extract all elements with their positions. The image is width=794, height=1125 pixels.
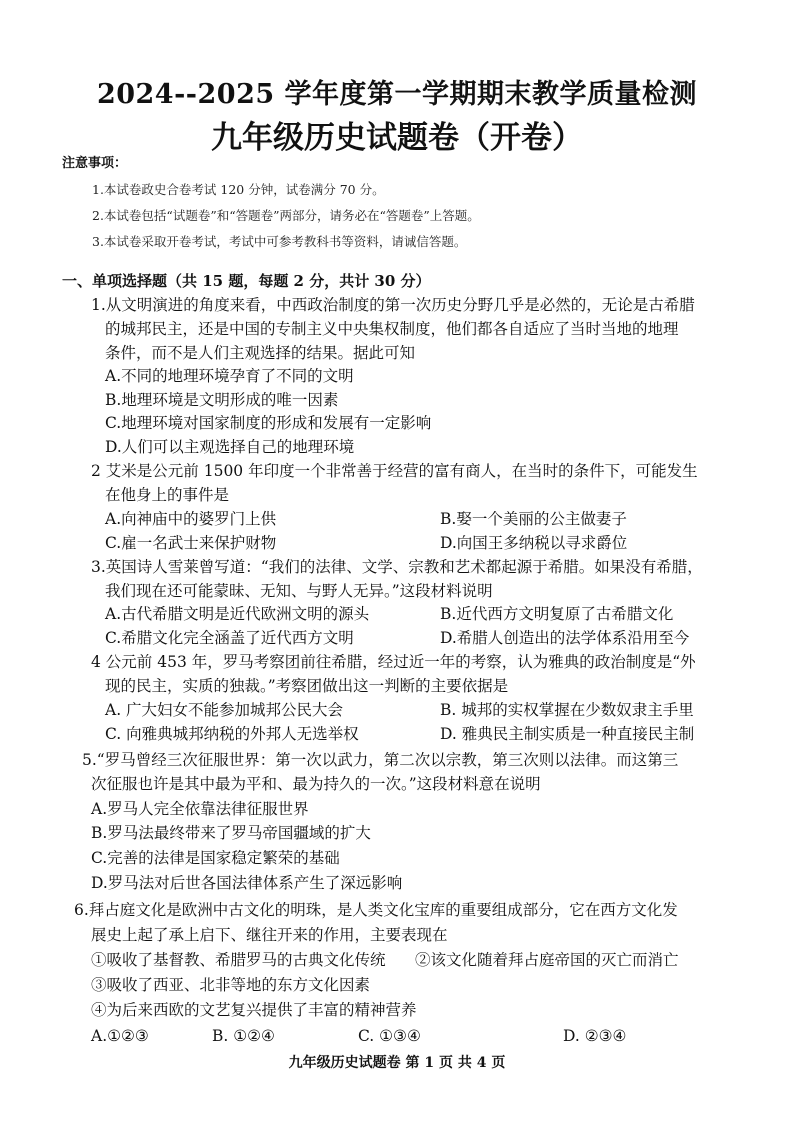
- option-c: C.完善的法律是国家稳定繁荣的基础: [91, 849, 340, 867]
- option-a: A.①②③: [91, 1027, 149, 1045]
- question-text: 2 艾米是公元前 1500 年印度一个非常善于经营的富有商人，在当时的条件下，可能发生: [91, 462, 698, 480]
- question-text: 的城邦民主，还是中国的专制主义中央集权制度，他们都各自适应了当时当地的地理: [105, 320, 679, 338]
- option-a: A.向神庙中的婆罗门上供: [105, 510, 277, 528]
- option-c: C.地理环境对国家制度的形成和发展有一定影响: [105, 414, 432, 432]
- question-text: 展史上起了承上启下、继往开来的作用，主要表现在: [91, 926, 448, 944]
- option-b: B.娶一个美丽的公主做妻子: [440, 510, 627, 528]
- question-text: 6.拜占庭文化是欧洲中古文化的明珠，是人类文化宝库的重要组成部分，它在西方文化发: [74, 901, 678, 919]
- section-heading: 一、单项选择题（共 15 题，每题 2 分，共计 30 分）: [62, 272, 431, 290]
- option-b: B. 城邦的实权掌握在少数奴隶主手里: [440, 701, 694, 719]
- option-d: D.罗马法对后世各国法律体系产生了深远影响: [91, 874, 403, 892]
- option-c: C.希腊文化完全涵盖了近代西方文明: [105, 629, 354, 647]
- option-d: D. ②③④: [563, 1027, 627, 1045]
- statement-4: ④为后来西欧的文艺复兴提供了丰富的精神营养: [91, 1001, 417, 1019]
- option-d: D.向国王多纳税以寻求爵位: [440, 534, 628, 552]
- option-c: C.雇一名武士来保护财物: [105, 534, 277, 552]
- question-text: 3.英国诗人雪莱曾写道：“我们的法律、文学、宗教和艺术都起源于希腊。如果没有希腊，: [91, 558, 703, 576]
- option-b: B.罗马法最终带来了罗马帝国疆域的扩大: [91, 824, 371, 842]
- option-c: C. 向雅典城邦纳税的外邦人无选举权: [105, 725, 359, 743]
- exam-subtitle: 九年级历史试题卷（开卷）: [211, 120, 583, 156]
- option-a: A.不同的地理环境孕育了不同的文明: [105, 367, 354, 385]
- note-item: 1.本试卷政史合卷考试 120 分钟，试卷满分 70 分。: [92, 182, 385, 197]
- option-d: D. 雅典民主制实质是一种直接民主制: [440, 725, 695, 743]
- notes-heading: 注意事项：: [62, 156, 128, 171]
- question-text: 我们现在还可能蒙昧、无知、与野人无异。”这段材料说明: [105, 582, 493, 600]
- question-text: 1.从文明演进的角度来看，中西政治制度的第一次历史分野几乎是必然的，无论是古希腊: [91, 296, 695, 314]
- question-text: 5.“罗马曾经三次征服世界：第一次以武力，第二次以宗教，第三次则以法律。而这第三: [82, 751, 679, 769]
- option-b: B.地理环境是文明形成的唯一因素: [105, 391, 339, 409]
- note-item: 3.本试卷采取开卷考试，考试中可参考教科书等资料，请诚信答题。: [92, 234, 467, 249]
- note-item: 2.本试卷包括“试题卷”和“答题卷”两部分，请务必在“答题卷”上答题。: [92, 208, 480, 223]
- statement-3: ③吸收了西亚、北非等地的东方文化因素: [91, 976, 371, 994]
- option-b: B.近代西方文明复原了古希腊文化: [440, 605, 674, 623]
- statement-1: ①吸收了基督教、希腊罗马的古典文化传统: [91, 951, 386, 969]
- question-text: 4 公元前 453 年，罗马考察团前往希腊，经过近一年的考察，认为雅典的政治制度是“外: [91, 653, 696, 671]
- statement-2: ②该文化随着拜占庭帝国的灭亡而消亡: [415, 951, 679, 969]
- question-text: 次征服也许是其中最为平和、最为持久的一次。”这段材料意在说明: [91, 775, 541, 793]
- question-text: 现的民主，实质的独裁。”考察团做出这一判断的主要依据是: [105, 677, 509, 695]
- page-footer: 九年级历史试题卷 第 1 页 共 4 页: [288, 1055, 506, 1071]
- question-text: 在他身上的事件是: [105, 486, 230, 504]
- option-a: A.罗马人完全依靠法律征服世界: [91, 800, 309, 818]
- option-a: A.古代希腊文明是近代欧洲文明的源头: [105, 605, 370, 623]
- question-text: 条件，而不是人们主观选择的结果。据此可知: [105, 344, 416, 362]
- option-d: D.人们可以主观选择自己的地理环境: [105, 438, 355, 456]
- option-c: C. ①③④: [358, 1027, 421, 1045]
- option-a: A. 广大妇女不能参加城邦公民大会: [105, 701, 344, 719]
- option-b: B. ①②④: [212, 1027, 275, 1045]
- option-d: D.希腊人创造出的法学体系沿用至今: [440, 629, 690, 647]
- exam-title: 2024--2025 学年度第一学期期末教学质量检测: [96, 79, 698, 110]
